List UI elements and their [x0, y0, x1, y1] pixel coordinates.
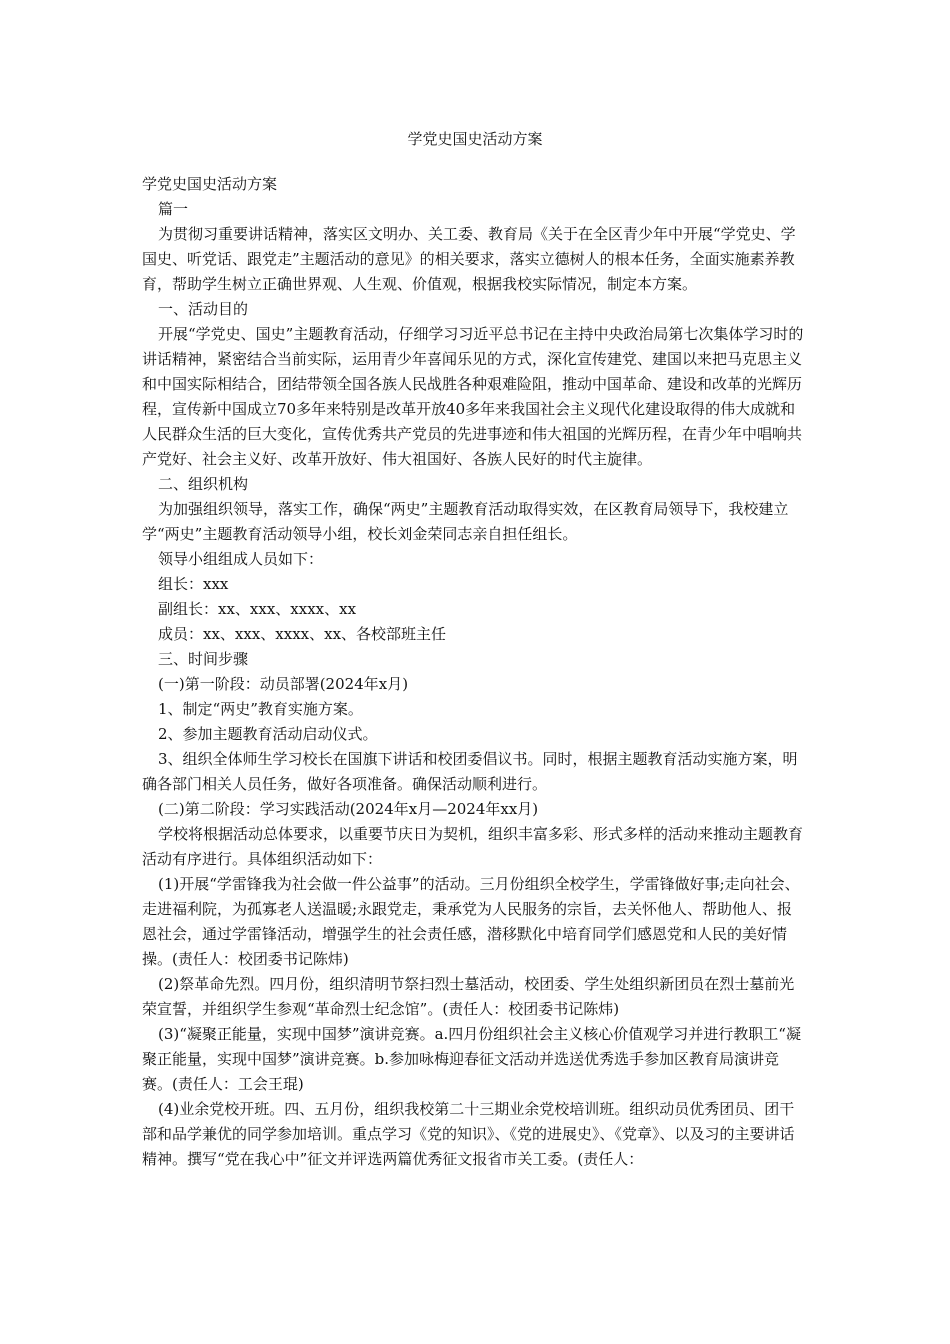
paragraph: 开展“学党史、国史”主题教育活动，仔细学习习近平总书记在主持中央政治局第七次集体学习时的讲话精神，紧密结合当前实际，运用青少年喜闻乐见的方式，深化宣传建党、建国以来把马克思主义和中国实际相结合，团结带领全国各族人民战胜各种艰难险阻，推动中国革命、建设和改革的光辉历程，宣传新中国成立70多年来特别是改革开放40多年来我国社会主义现代化建设取得的伟大成就和人民群众生活的巨大变化，宣传优秀共产党员的先进事迹和伟大祖国的光辉历程，在青少年中唱响共产党好、社会主义好、改革开放好、伟大祖国好、各族人民好的时代主旋律。 — [142, 325, 804, 468]
paragraph: 三、时间步骤 — [158, 650, 249, 668]
paragraph: 学校将根据活动总体要求，以重要节庆日为契机，组织丰富多彩、形式多样的活动来推动主题教育活动有序进行。具体组织活动如下： — [142, 825, 804, 868]
paragraph: (4)业余党校开班。四、五月份，组织我校第二十三期业余党校培训班。组织动员优秀团员、团干部和品学兼优的同学参加培训。重点学习《党的知识》、《党的进展史》、《党章》、以及习的主要讲话精神。撰写“党在我心中”征文并评选两篇优秀征文报省市关工委。(责任人： — [142, 1100, 795, 1168]
document-body — [142, 172, 806, 1172]
paragraph: 3、组织全体师生学习校长在国旗下讲话和校团委倡议书。同时，根据主题教育活动实施方案，明确各部门相关人员任务，做好各项准备。确保活动顺利进行。 — [142, 750, 798, 793]
paragraph: (1)开展“学雷锋我为社会做一件公益事”的活动。三月份组织全校学生，学雷锋做好事;走向社会、走进福利院，为孤寡老人送温暖;永跟党走，秉承党为人民服务的宗旨，去关怀他人、帮助他人、报恩社会，通过学雷锋活动，增强学生的社会责任感，潜移默化中培育同学们感恩党和人民的美好情操。(责任人：校团委书记陈炜) — [142, 875, 800, 968]
paragraph: 组长：xxx — [158, 575, 229, 593]
paragraph: 2、参加主题教育活动启动仪式。 — [158, 725, 378, 743]
paragraph: 一、活动目的 — [158, 300, 249, 318]
paragraph: 为加强组织领导，落实工作，确保“两史”主题教育活动取得实效，在区教育局领导下，我校建立学“两史”主题教育活动领导小组，校长刘金荣同志亲自担任组长。 — [142, 500, 789, 543]
paragraph: 二、组织机构 — [158, 475, 249, 493]
paragraph: 1、制定“两史”教育实施方案。 — [158, 700, 363, 718]
paragraph: 为贯彻习重要讲话精神，落实区文明办、关工委、教育局《关于在全区青少年中开展“学党史、学国史、听党话、跟党走”主题活动的意见》的相关要求，落实立德树人的根本任务，全面实施素养教育，帮助学生树立正确世界观、人生观、价值观，根据我校实际情况，制定本方案。 — [142, 225, 796, 293]
paragraph: 学党史国史活动方案 — [142, 175, 278, 193]
paragraph: (二)第二阶段：学习实践活动(2024年x月—2024年xx月) — [158, 800, 539, 818]
paragraph: 副组长：xx、xxx、xxxx、xx — [158, 600, 357, 618]
paragraph: 领导小组组成人员如下： — [158, 550, 324, 568]
page-title: 学党史国史活动方案 — [407, 130, 543, 148]
paragraph: (2)祭革命先烈。四月份，组织清明节祭扫烈士墓活动，校团委、学生处组织新团员在烈士墓前光荣宣誓，并组织学生参观“革命烈士纪念馆”。(责任人：校团委书记陈炜) — [142, 975, 795, 1018]
paragraph: 成员：xx、xxx、xxxx、xx、各校部班主任 — [158, 625, 447, 643]
paragraph: (一)第一阶段：动员部署(2024年x月) — [158, 675, 409, 693]
paragraph: (3)“凝聚正能量，实现中国梦”演讲竞赛。a.四月份组织社会主义核心价值观学习并进行教职工“凝聚正能量，实现中国梦”演讲竞赛。b.参加咏梅迎春征文活动并选送优秀选手参加区教育局演讲竞赛。(责任人：工会王琨) — [142, 1025, 801, 1093]
paragraph: 篇一 — [158, 200, 189, 218]
